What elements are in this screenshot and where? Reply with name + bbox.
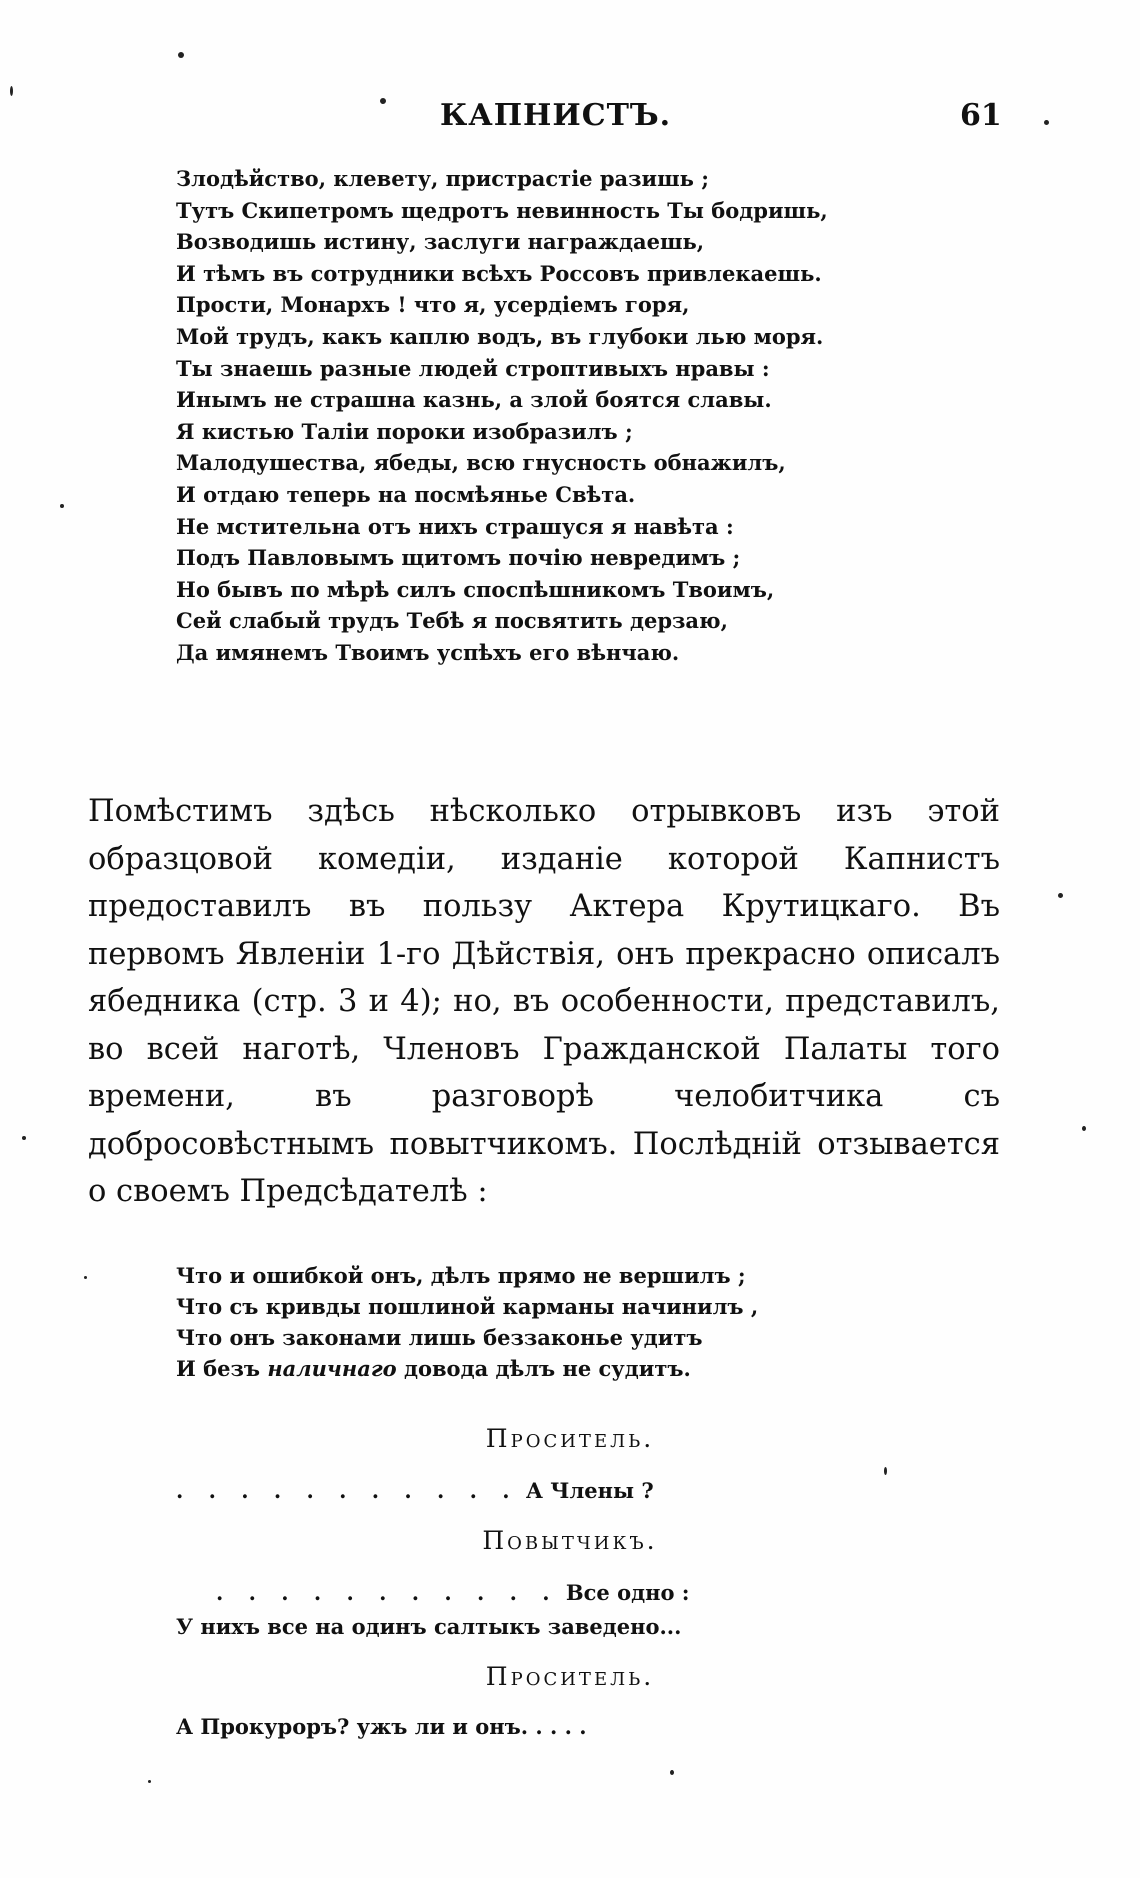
- dialogue-line: А Прокуроръ? ужъ ли и онъ. . . . .: [176, 1714, 587, 1739]
- italic-word: наличнаго: [267, 1356, 397, 1381]
- verse-line-italic-word: [176, 1353, 758, 1384]
- dialogue-line: [216, 1580, 690, 1605]
- scan-speck: [1058, 893, 1063, 898]
- verse-text: И безъ: [176, 1356, 268, 1381]
- verse-line: Тутъ Скипетромъ щедротъ невинность Ты бодришь,: [176, 197, 828, 223]
- verse-line: Сей слабый трудъ Тебѣ я посвятить дерзаю,: [176, 608, 728, 634]
- dedication-verse: [176, 163, 828, 669]
- scan-speck: [148, 1780, 151, 1783]
- scan-speck: [884, 1467, 887, 1475]
- running-title: КАПНИСТЪ.: [440, 98, 672, 133]
- verse-line: Да имянемъ Твоимъ успѣхъ его вѣнчаю.: [176, 639, 680, 665]
- scan-speck: [60, 504, 64, 508]
- verse-line: Но бывъ по мѣрѣ силъ споспѣшникомъ Твоимъ,: [176, 576, 775, 602]
- scan-speck: [380, 98, 386, 104]
- ellipsis-dots: . . . . . . . . . . .: [216, 1580, 559, 1605]
- speaker-name: Проситель.: [485, 1424, 655, 1453]
- verse-line: Возводишь истину, заслуги награждаешь,: [176, 229, 705, 255]
- verse-line: Инымъ не страшна казнь, а злой боятся славы.: [176, 387, 772, 413]
- ellipsis-dots: . . . . . . . . . . .: [176, 1478, 519, 1503]
- prose-paragraph: Помѣстимъ здѣсь нѣсколько отрывковъ изъ этой образцовой комедіи, изданіе которой Капнистъ предоставилъ въ пользу Актера Крутицкаго. Въ первомъ Явленіи 1-го Дѣйствія, онъ прекрасно описалъ ябедника (стр. 3 и 4); но, въ особенности, представилъ, во всей наготѣ, Членовъ Гражданской Палаты того времени, въ разговорѣ челобитчика съ добросовѣстнымъ повытчикомъ. Послѣдній отзывается о своемъ Предсѣдателѣ :: [88, 794, 1000, 1209]
- dialogue-line: У нихъ все на одинъ салтыкъ заведено...: [176, 1614, 682, 1639]
- scan-speck: [670, 1770, 674, 1775]
- quoted-verse: [176, 1260, 758, 1384]
- verse-text: довода дѣлъ не судитъ.: [396, 1356, 691, 1381]
- dialogue-text: А Члены ?: [525, 1478, 654, 1503]
- verse-line: И тѣмъ въ сотрудники всѣхъ Россовъ привлекаешь.: [176, 260, 822, 286]
- scan-speck: [22, 1136, 26, 1140]
- scan-speck: [1082, 1126, 1086, 1131]
- verse-line: Прости, Монархъ ! что я, усердіемъ горя,: [176, 292, 690, 318]
- scan-speck: [84, 1276, 87, 1279]
- dialogue-text: Все одно :: [565, 1580, 690, 1605]
- verse-line: Подъ Павловымъ щитомъ почію невредимъ ;: [176, 545, 741, 571]
- verse-line: Не мстительна отъ нихъ страшуся я навѣта :: [176, 513, 734, 539]
- page-header: [0, 98, 1140, 138]
- verse-line: Что съ кривды пошлиной карманы начинилъ ,: [176, 1294, 759, 1319]
- scan-speck: [1044, 120, 1049, 125]
- dialogue-line: [176, 1478, 654, 1503]
- verse-line: Мой трудъ, какъ каплю водъ, въ глубоки лью моря.: [176, 323, 824, 349]
- verse-line: Что онъ законами лишь беззаконье удитъ: [176, 1325, 703, 1350]
- scan-speck: [178, 52, 184, 58]
- speaker-name: Проситель.: [485, 1662, 655, 1691]
- verse-line: Я кистью Таліи пороки изобразилъ ;: [176, 418, 633, 444]
- verse-line: Злодѣйство, клевету, пристрастіе разишь ;: [176, 166, 709, 191]
- speaker-name: Повытчикъ.: [482, 1526, 658, 1555]
- scan-speck: [10, 86, 13, 96]
- verse-line: Ты знаешь разные людей строптивыхъ нравы :: [176, 355, 770, 381]
- verse-line: И отдаю теперь на посмѣянье Свѣта.: [176, 481, 636, 507]
- verse-line: Малодушества, ябеды, всю гнусность обнажилъ,: [176, 450, 786, 476]
- verse-line: Что и ошибкой онъ, дѣлъ прямо не вершилъ ;: [176, 1263, 746, 1288]
- page-number: 61: [960, 98, 1002, 133]
